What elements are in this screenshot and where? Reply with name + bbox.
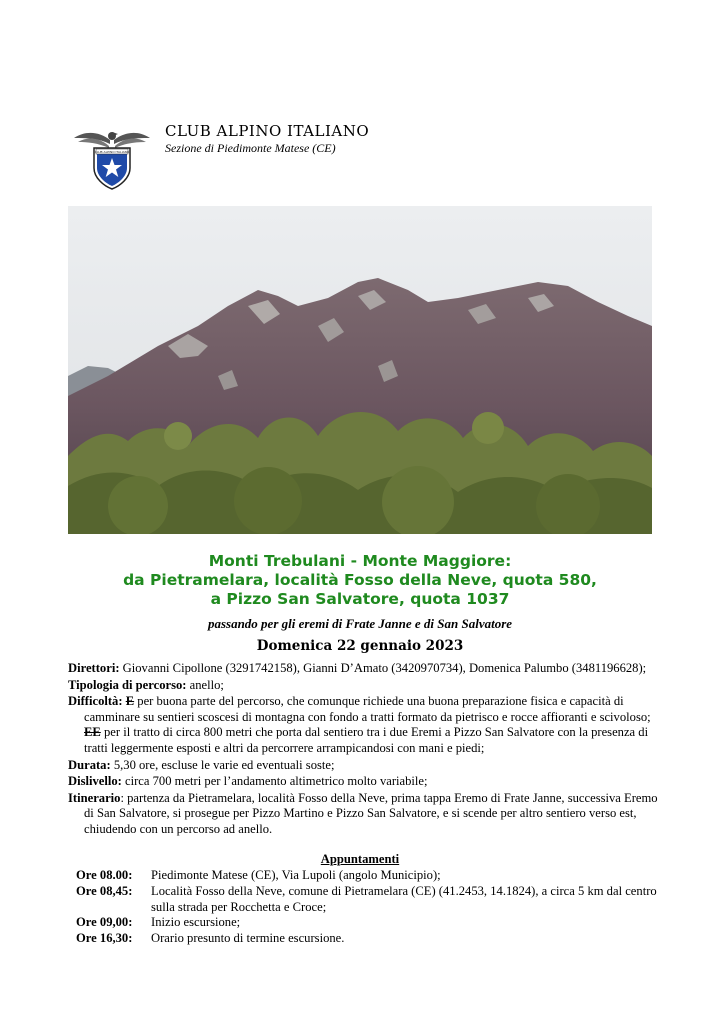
direttori-row — [68, 661, 658, 677]
direttori-value: Giovanni Cipollone (3291742158), Gianni D’Amato (3420970734), Domenica Palumbo (3481196628); — [119, 661, 647, 675]
durata-label: Durata: — [68, 757, 111, 772]
event-title-line3: a Pizzo San Salvatore, quota 1037 — [210, 590, 510, 608]
difficolta-e-grade: E — [125, 694, 135, 709]
difficolta-row — [68, 694, 658, 756]
org-name: CLUB ALPINO ITALIANO — [165, 122, 370, 140]
appointment-desc: Località Fosso della Neve, comune di Pietramelara (CE) (41.2453, 14.1824), a circa 5 km dal centro sulla strada per Rocchetta e Croce; — [151, 884, 657, 914]
direttori-label: Direttori: — [68, 661, 120, 675]
durata-row — [68, 758, 658, 774]
durata-value: 5,30 ore, escluse le varie ed eventuali soste; — [110, 757, 335, 772]
tipologia-value: anello; — [186, 677, 224, 692]
tipologia-label: Tipologia di percorso: — [68, 677, 187, 692]
appointment-time: Ore 08,45: — [76, 884, 133, 898]
appuntamenti-heading: Appuntamenti — [320, 852, 400, 866]
mountain-photo — [68, 206, 652, 534]
event-date: Domenica 22 gennaio 2023 — [256, 638, 464, 654]
itinerario-label: Itinerario — [68, 790, 121, 805]
itinerario-row — [68, 791, 658, 838]
difficolta-label: Difficoltà: — [68, 694, 123, 709]
event-title-line2: da Pietramelara, località Fosso della Neve, quota 580, — [123, 571, 597, 589]
appointment-desc: Piedimonte Matese (CE), Via Lupoli (angolo Municipio); — [151, 868, 441, 882]
dislivello-value: circa 700 metri per l’andamento altimetrico molto variabile; — [121, 774, 428, 789]
dislivello-row — [68, 774, 658, 790]
appointment-desc: Orario presunto di termine escursione. — [151, 931, 345, 945]
appointment-time: Ore 16,30: — [76, 931, 133, 945]
dislivello-label: Dislivello: — [68, 774, 122, 789]
appointment-time: Ore 08.00: — [76, 868, 133, 882]
logo-text: CLUB ALPINO ITALIANO — [94, 150, 130, 154]
tipologia-row — [68, 678, 658, 694]
event-details — [68, 661, 658, 839]
itinerario-value: : partenza da Pietramelara, località Fosso della Neve, prima tappa Eremo di Frate Janne, successiva Eremo di San Salvatore, si prosegue per Pizzo Martino e Pizzo San Salvatore, e si scende per altro sentiero verso est, chiudendo con un percorso ad anello. — [84, 790, 658, 836]
event-title-line1: Monti Trebulani - Monte Maggiore: — [208, 552, 512, 570]
cai-logo-icon — [72, 124, 152, 190]
event-subtitle: passando per gli eremi di Frate Janne e di San Salvatore — [207, 616, 513, 631]
appointment-time: Ore 09,00: — [76, 915, 133, 929]
difficolta-ee-grade: EE — [84, 725, 101, 740]
appointment-desc: Inizio escursione; — [151, 915, 241, 929]
difficolta-text2: per il tratto di circa 800 metri che porta dal sentiero tra i due Eremi a Pizzo San Salvatore con la presenza di tratti leggermente esposti e altri da percorrere arrampicandosi con mani e piedi; — [84, 725, 649, 755]
org-subtitle: Sezione di Piedimonte Matese (CE) — [165, 141, 336, 155]
difficolta-text1: per buona parte del percorso, che comunque richiede una buona preparazione fisica e capacità di camminare su sentieri scoscesi di montagna con fondo a tratti formato da pietrisco e rocce affioranti e scivoloso; — [84, 694, 651, 724]
